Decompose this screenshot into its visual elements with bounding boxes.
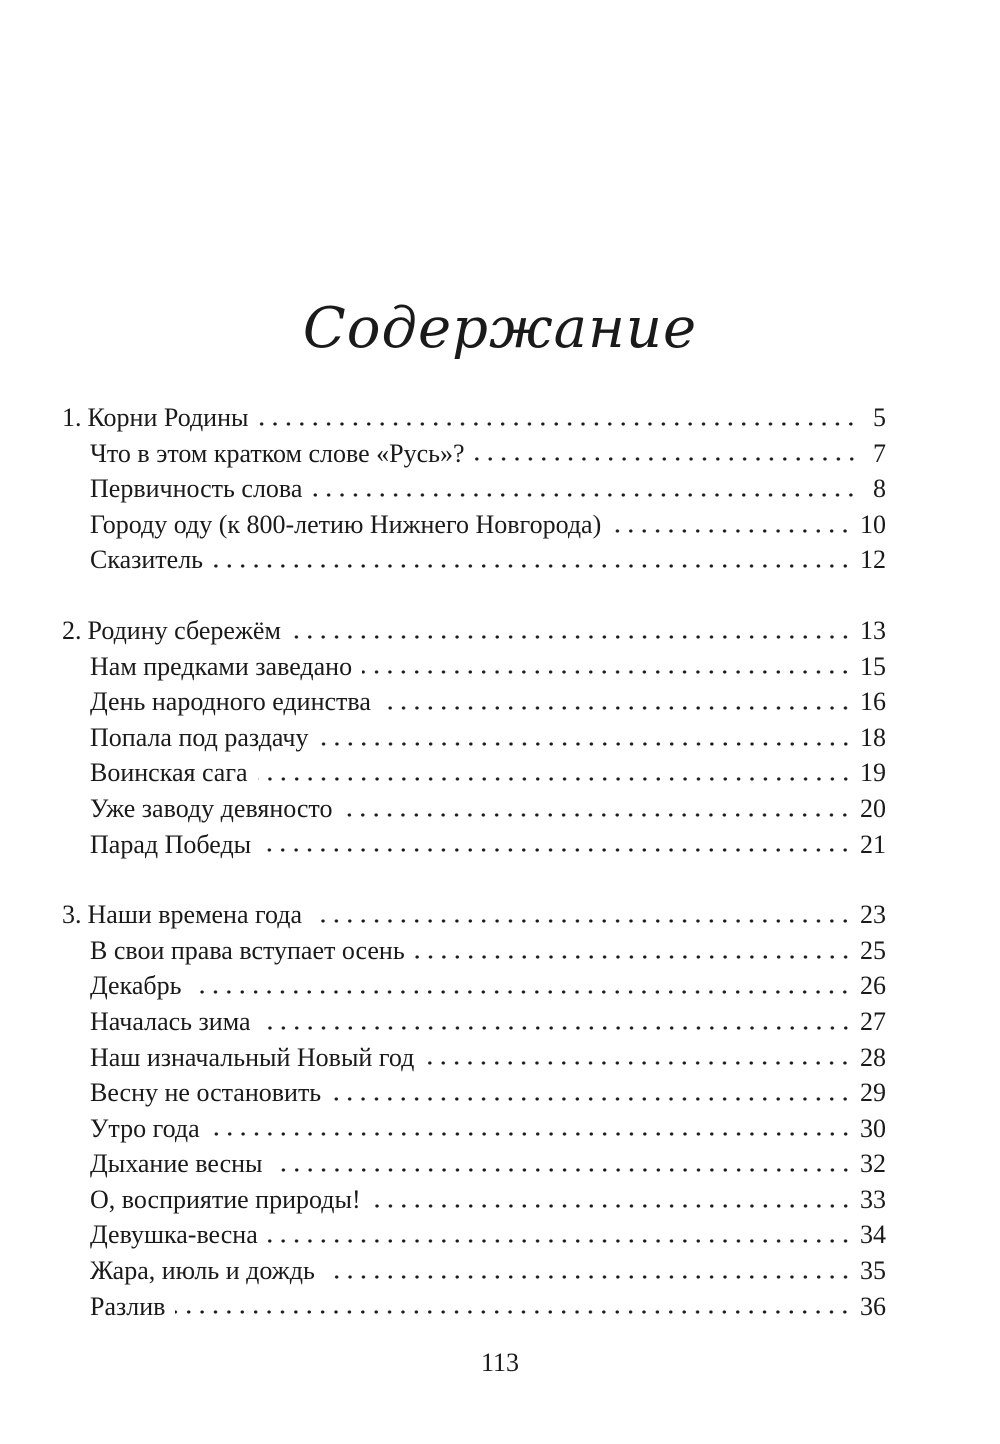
- section-page-number: 5: [873, 403, 886, 432]
- entry-title: Воинская сага: [90, 758, 248, 788]
- section-number: 2.: [62, 615, 82, 645]
- toc-entry: [62, 1004, 886, 1040]
- dot-leader: [213, 563, 852, 569]
- section-title: Наши времена года: [87, 900, 303, 930]
- toc-entry: [62, 1040, 886, 1076]
- dot-leader: [258, 776, 852, 782]
- toc-entry: [62, 1075, 886, 1111]
- entry-page-number: 25: [860, 935, 886, 965]
- entry-title: Дыхание весны: [90, 1149, 263, 1179]
- entry-page-number: 21: [860, 829, 886, 859]
- dot-leader: [319, 741, 852, 747]
- entry-title: День народного единства: [90, 687, 371, 717]
- dot-leader: [261, 1025, 852, 1031]
- entry-page-number: 10: [860, 509, 886, 539]
- dot-leader: [273, 1167, 852, 1173]
- entry-title: Жара, июль и дождь: [90, 1256, 315, 1286]
- entry-page-number: 36: [860, 1291, 886, 1321]
- dot-leader: [371, 1203, 852, 1209]
- section-number: 1.: [62, 403, 82, 432]
- entry-page-number: 15: [860, 651, 886, 681]
- entry-title: Парад Победы: [90, 829, 252, 859]
- section-page-number: 13: [860, 615, 886, 645]
- dot-leader: [325, 1274, 852, 1280]
- entry-title: Нам предками заведано: [90, 651, 353, 681]
- entry-title: Попала под раздачу: [90, 722, 309, 752]
- table-of-contents: [62, 400, 886, 1359]
- toc-entry: [62, 1253, 886, 1289]
- toc-entry: [62, 1217, 886, 1253]
- toc-entry: [62, 1182, 886, 1218]
- entry-page-number: 35: [860, 1256, 886, 1286]
- entry-page-number: 27: [860, 1006, 886, 1036]
- entry-title: О, восприятие природы!: [90, 1184, 361, 1214]
- toc-section-heading: [62, 897, 886, 933]
- toc-section: [62, 897, 886, 1324]
- toc-entry: [62, 968, 886, 1004]
- dot-leader: [611, 528, 852, 534]
- entry-title: Городу оду (к 800-летию Нижнего Новгорода): [90, 509, 602, 539]
- toc-entry: [62, 436, 886, 472]
- dot-leader: [312, 918, 852, 924]
- section-title: Родину сбережём: [87, 615, 281, 645]
- dot-leader: [191, 989, 852, 995]
- dot-leader: [268, 1238, 852, 1244]
- dot-leader: [210, 1131, 852, 1137]
- dot-leader: [424, 1060, 852, 1066]
- entry-page-number: 28: [860, 1042, 886, 1072]
- toc-entry: [62, 933, 886, 969]
- dot-leader: [258, 421, 858, 427]
- dot-leader: [362, 669, 852, 675]
- entry-page-number: 32: [860, 1149, 886, 1179]
- entry-title: Наш изначальный Новый год: [90, 1042, 415, 1072]
- entry-title: Уже заводу девяносто: [90, 793, 333, 823]
- entry-page-number: 19: [860, 758, 886, 788]
- entry-page-number: 26: [860, 971, 886, 1001]
- entry-page-number: 12: [860, 545, 886, 575]
- toc-entry: [62, 1289, 886, 1325]
- entry-page-number: 18: [860, 722, 886, 752]
- entry-title: Разлив: [90, 1291, 166, 1321]
- dot-leader: [342, 812, 852, 818]
- toc-section: [62, 613, 886, 862]
- entry-page-number: 20: [860, 793, 886, 823]
- entry-title: Первичность слова: [90, 474, 303, 504]
- entry-title: Декабрь: [90, 971, 182, 1001]
- entry-title: Что в этом кратком слове «Русь»?: [90, 438, 465, 468]
- toc-entry: [62, 720, 886, 756]
- entry-page-number: 30: [860, 1113, 886, 1143]
- section-number: 3.: [62, 900, 82, 930]
- page-title: Содержание: [302, 296, 698, 361]
- toc-section: [62, 400, 886, 578]
- toc-entry: [62, 507, 886, 543]
- entry-page-number: 8: [873, 474, 886, 504]
- entry-page-number: 34: [860, 1220, 886, 1250]
- page-number: 113: [480, 1348, 520, 1377]
- section-page-number: 23: [860, 900, 886, 930]
- toc-entry: [62, 791, 886, 827]
- toc-entry: [62, 1146, 886, 1182]
- entry-title: Утро года: [90, 1113, 200, 1143]
- dot-leader: [261, 847, 852, 853]
- dot-leader: [312, 492, 858, 498]
- dot-leader: [175, 1309, 852, 1315]
- toc-entry: [62, 755, 886, 791]
- toc-entry: [62, 471, 886, 507]
- entry-page-number: 33: [860, 1184, 886, 1214]
- toc-entry: [62, 649, 886, 685]
- toc-entry: [62, 1111, 886, 1147]
- dot-leader: [331, 1096, 852, 1102]
- entry-page-number: 29: [860, 1078, 886, 1108]
- toc-section-heading: [62, 400, 886, 436]
- entry-title: Весну не остановить: [90, 1078, 322, 1108]
- entry-page-number: 16: [860, 687, 886, 717]
- entry-title: Сказитель: [90, 545, 204, 575]
- toc-section-heading: [62, 613, 886, 649]
- toc-entry: [62, 827, 886, 863]
- dot-leader: [381, 705, 852, 711]
- entry-title: В свои права вступает осень: [90, 935, 405, 965]
- entry-title: Девушка-весна: [90, 1220, 258, 1250]
- dot-leader: [291, 634, 852, 640]
- entry-page-number: 7: [873, 438, 886, 468]
- dot-leader: [475, 456, 858, 462]
- dot-leader: [415, 954, 852, 960]
- toc-entry: [62, 684, 886, 720]
- toc-entry: [62, 542, 886, 578]
- section-title: Корни Родины: [87, 403, 249, 432]
- entry-title: Началась зима: [90, 1006, 251, 1036]
